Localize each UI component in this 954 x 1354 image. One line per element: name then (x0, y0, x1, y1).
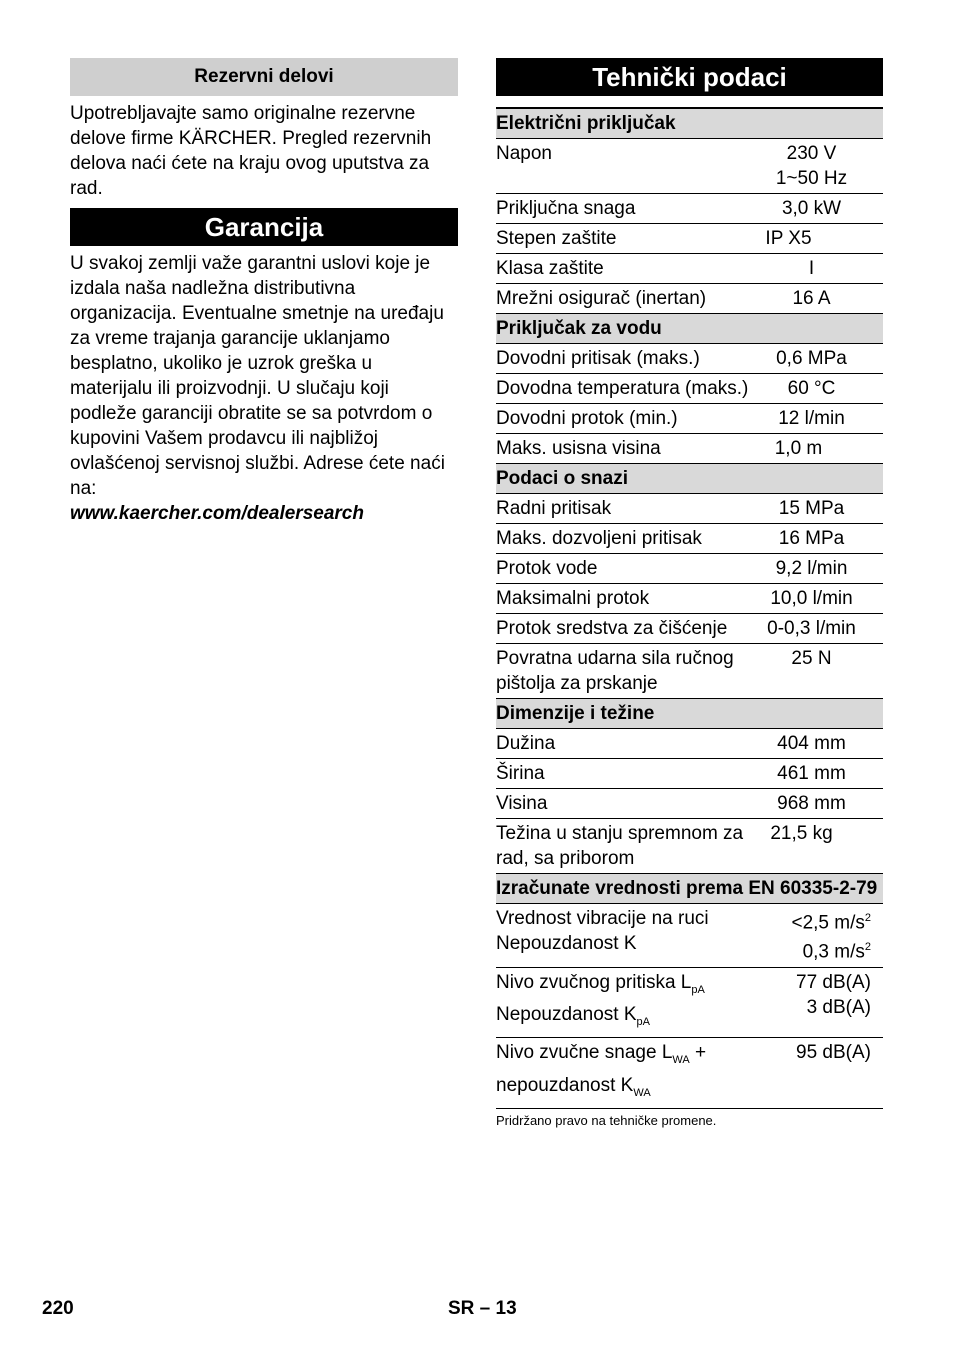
technical-data-heading: Tehnički podaci (496, 58, 883, 96)
table-row (496, 819, 883, 874)
table-row (496, 759, 883, 789)
work-pressure-value: 15 MPa (778, 498, 845, 519)
table-row (496, 494, 883, 524)
table-row (496, 344, 883, 374)
water-flow-value: 9,2 l/min (775, 558, 848, 579)
spare-parts-text: Upotrebljavajte samo originalne rezervne delove firme KÄRCHER. Pregled rezervnih delova naći ćete na kraju ovog uputstva za rad. (70, 103, 432, 199)
sound-power-label: Nivo zvučne snage $L_{WA}$ + nepouzdanost $K_{WA}$ (496, 1042, 707, 1099)
table-row (496, 554, 883, 584)
table-row (496, 194, 883, 224)
inlet-pressure-value: 0,6 MPa (776, 348, 847, 369)
detergent-flow-value: 0-0,3 l/min (767, 618, 856, 639)
class-value: I (808, 258, 815, 279)
table-row (496, 139, 883, 194)
table-row (496, 524, 883, 554)
voltage-value: 230 V 1~50 Hz (775, 143, 848, 189)
table-row (496, 968, 883, 1039)
inlet-temp-value: 60 °C (787, 378, 836, 399)
sound-pressure-values: 77 dB(A) 3 dB(A) (796, 971, 871, 1018)
max-flow-value: 10,0 l/min (770, 588, 853, 609)
technical-data-table (496, 107, 883, 1109)
table-row (496, 224, 883, 254)
table-row (496, 614, 883, 644)
height-label: Visina (496, 793, 548, 814)
width-label: Širina (496, 763, 545, 784)
max-flow-label: Maksimalni protok (496, 588, 650, 609)
recoil-label: Povratna udarna sila ručnog pištolja za prskanje (496, 648, 734, 694)
section-calculated-values: Izračunate vrednosti prema EN 60335-2-79 (496, 874, 883, 904)
sound-pressure-labels: Nivo zvučnog pritiska $L_{pA}$ Nepouzdanost $K_{pA}$ (496, 971, 705, 1029)
table-row (496, 789, 883, 819)
warranty-text: U svakoj zemlji važe garantni uslovi koje je izdala naša nadležna distributivna organizacija. Eventualne smetnje na uređaju za vreme trajanja garancije uklanjamo besplatno, ukoliko je uzrok greška u materijalu ili proizvodnji. U slučaju koji podleže garanciji obratite se sa potvrdom o kupovini Vašem prodavcu ili najbližoj ovlašćenoj servisnoj službi. Adrese ćete naći na: (70, 253, 445, 499)
warranty-heading: Garancija (70, 208, 458, 246)
inlet-pressure-label: Dovodni pritisak (maks.) (496, 348, 700, 369)
table-row (496, 404, 883, 434)
section-dimensions: Dimenzije i težine (496, 699, 883, 729)
vibration-values: <2,5 $m/s^2$ 0,3 $m/s^2$ (791, 912, 871, 963)
fuse-value: 16 A (792, 288, 831, 309)
section-water: Priključak za vodu (496, 314, 883, 344)
section-electrical: Električni priključak (496, 109, 883, 139)
inlet-flow-value: 12 l/min (778, 408, 845, 429)
work-pressure-label: Radni pritisak (496, 498, 612, 519)
table-row (496, 254, 883, 284)
right-column (496, 58, 883, 1128)
water-flow-label: Protok vode (496, 558, 598, 579)
left-column (70, 58, 458, 526)
inlet-temp-label: Dovodna temperatura (maks.) (496, 378, 749, 399)
max-pressure-label: Maks. dozvoljeni pritisak (496, 528, 702, 549)
detergent-flow-label: Protok sredstva za čišćenje (496, 618, 728, 639)
dealer-link[interactable]: www.kaercher.com/dealersearch (70, 503, 364, 524)
page-number: 220 (42, 1298, 74, 1319)
table-row (496, 374, 883, 404)
vibration-labels: Vrednost vibracije na ruci Nepouzdanost K (496, 908, 709, 954)
class-label: Klasa zaštite (496, 258, 604, 279)
inlet-flow-label: Dovodni protok (min.) (496, 408, 678, 429)
table-row (496, 1038, 883, 1109)
recoil-value: 25 N (791, 648, 832, 669)
table-row (496, 434, 883, 464)
protection-label: Stepen zaštite (496, 228, 617, 249)
table-row (496, 584, 883, 614)
weight-value: 21,5 kg (770, 823, 833, 844)
section-performance: Podaci o snazi (496, 464, 883, 494)
max-pressure-value: 16 MPa (778, 528, 845, 549)
length-label: Dužina (496, 733, 556, 754)
sound-power-value: 95 dB(A) (796, 1042, 871, 1064)
spare-parts-heading: Rezervni delovi (70, 58, 458, 96)
height-value: 968 mm (777, 793, 846, 814)
table-row (496, 729, 883, 759)
weight-label: Težina u stanju spremnom za rad, sa priborom (496, 823, 744, 869)
table-row (496, 904, 883, 968)
power-label: Priključna snaga (496, 198, 636, 219)
technical-note: Pridržano pravo na tehničke promene. (496, 1112, 717, 1128)
width-value: 461 mm (777, 763, 846, 784)
protection-value: IP X5 (765, 228, 812, 249)
table-row (496, 644, 883, 699)
suction-label: Maks. usisna visina (496, 438, 661, 459)
fuse-label: Mrežni osigurač (inertan) (496, 288, 707, 309)
power-value: 3,0 kW (781, 198, 842, 219)
table-row (496, 284, 883, 314)
section-marker: SR – 13 (448, 1298, 517, 1319)
voltage-label: Napon (496, 143, 552, 164)
suction-value: 1,0 m (774, 438, 823, 459)
length-value: 404 mm (777, 733, 846, 754)
